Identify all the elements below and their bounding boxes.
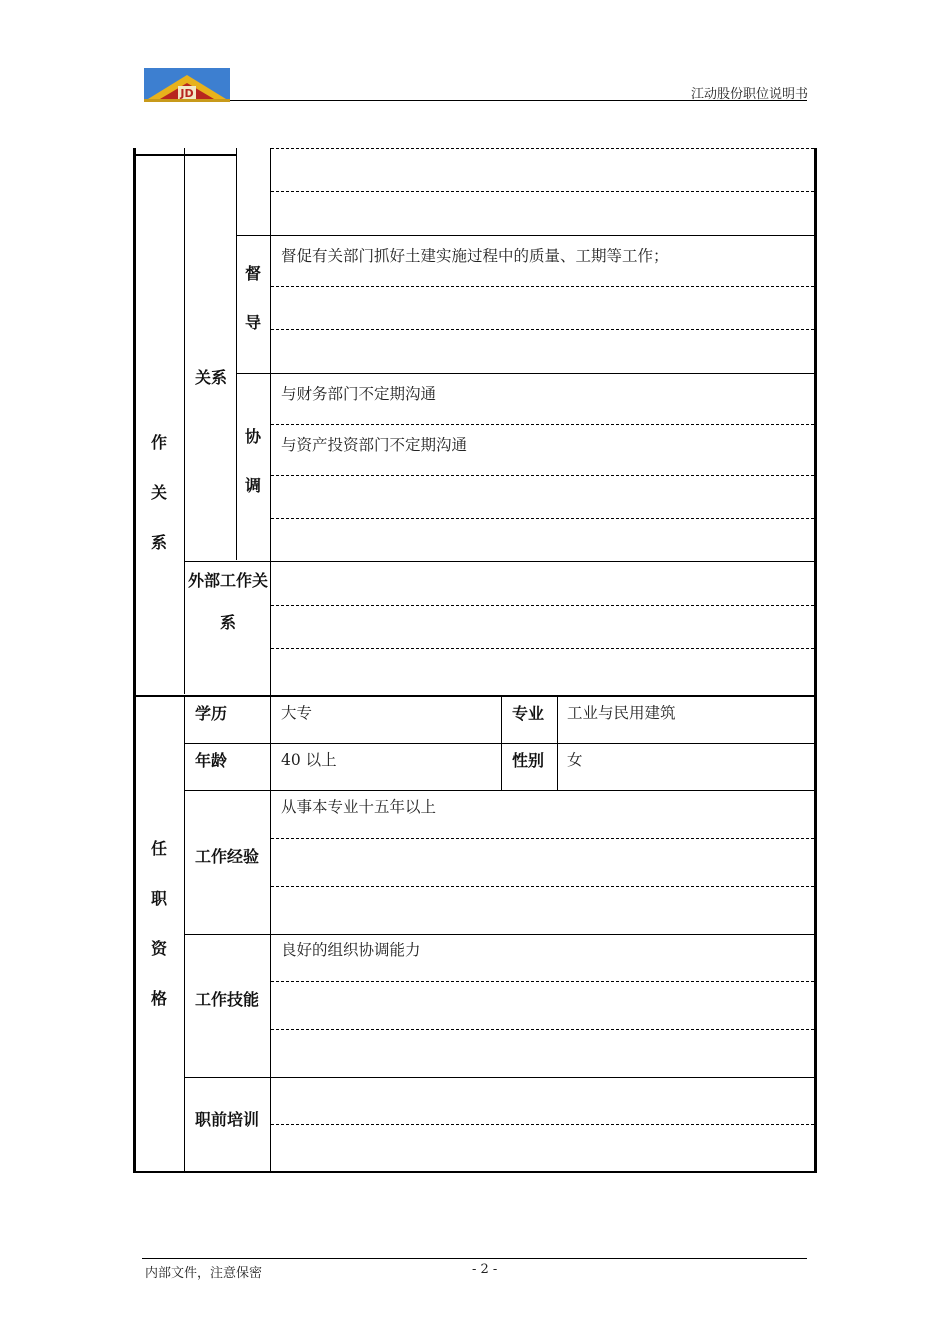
table-border-right (814, 148, 817, 1173)
dash-line (271, 148, 814, 149)
footer-rule (142, 1258, 807, 1259)
gender-label: 性别 (512, 751, 545, 770)
dash-line (271, 981, 814, 982)
major-value: 工业与民用建筑 (567, 704, 676, 722)
dash-line (271, 605, 814, 606)
dash-line (271, 286, 814, 287)
dash-line (271, 648, 814, 649)
dash-v-top (236, 148, 237, 156)
qualifications-section-label: 任职资格 (150, 839, 167, 1008)
document-title: 江动股份职位说明书 (690, 87, 808, 102)
row-rule-supervise (236, 235, 814, 236)
skills-line-1: 良好的组织协调能力 (281, 941, 421, 959)
supervise-label: 督导 (244, 264, 261, 332)
dash-line (271, 1029, 814, 1030)
footer-confidential: 内部文件，注意保密 (145, 1266, 263, 1281)
col-rule-2-upper (236, 148, 237, 560)
coordinate-line-2: 与资产投资部门不定期沟通 (281, 436, 468, 454)
row-rule-section-2 (133, 695, 814, 697)
logo-emblem (144, 68, 230, 99)
dash-line (271, 191, 814, 192)
dash-line (271, 329, 814, 330)
external-relations-label: 外部工作关系 (187, 571, 268, 632)
age-value: 40 以上 (281, 751, 337, 769)
skills-label: 工作技能 (195, 990, 260, 1009)
row-rule-experience (184, 790, 814, 791)
gender-value: 女 (567, 751, 583, 769)
major-label: 专业 (512, 704, 545, 723)
dash-line (271, 1124, 814, 1125)
table-border-bottom (133, 1171, 817, 1173)
education-label: 学历 (195, 704, 228, 723)
coordinate-label: 协调 (244, 427, 261, 495)
training-label: 职前培训 (195, 1110, 260, 1129)
row-rule-training (184, 1077, 814, 1078)
dash-line (271, 886, 814, 887)
row-rule-external (184, 561, 814, 562)
job-description-table (133, 148, 819, 1173)
education-value: 大专 (281, 704, 313, 722)
row-rule-coordinate (236, 373, 814, 374)
supervise-line-1: 督促有关部门抓好土建实施过程中的质量、工期等工作； (281, 247, 669, 265)
page-number: - 2 - (472, 1262, 498, 1277)
table-border-left (133, 148, 136, 1173)
coordinate-line-1: 与财务部门不定期沟通 (281, 385, 437, 403)
company-logo (144, 68, 230, 102)
row-rule-age (184, 743, 814, 744)
internal-relations-label: 关系 (194, 368, 227, 387)
experience-line-1: 从事本专业十五年以上 (281, 798, 437, 816)
experience-label: 工作经验 (195, 847, 260, 866)
work-relations-section-label: 作关系 (150, 433, 167, 552)
dash-line (271, 424, 814, 425)
dash-line (271, 475, 814, 476)
dash-line (271, 518, 814, 519)
dash-line (271, 838, 814, 839)
row-rule-skills (184, 934, 814, 935)
age-label: 年龄 (195, 751, 228, 770)
logo-text: JD (180, 87, 194, 99)
